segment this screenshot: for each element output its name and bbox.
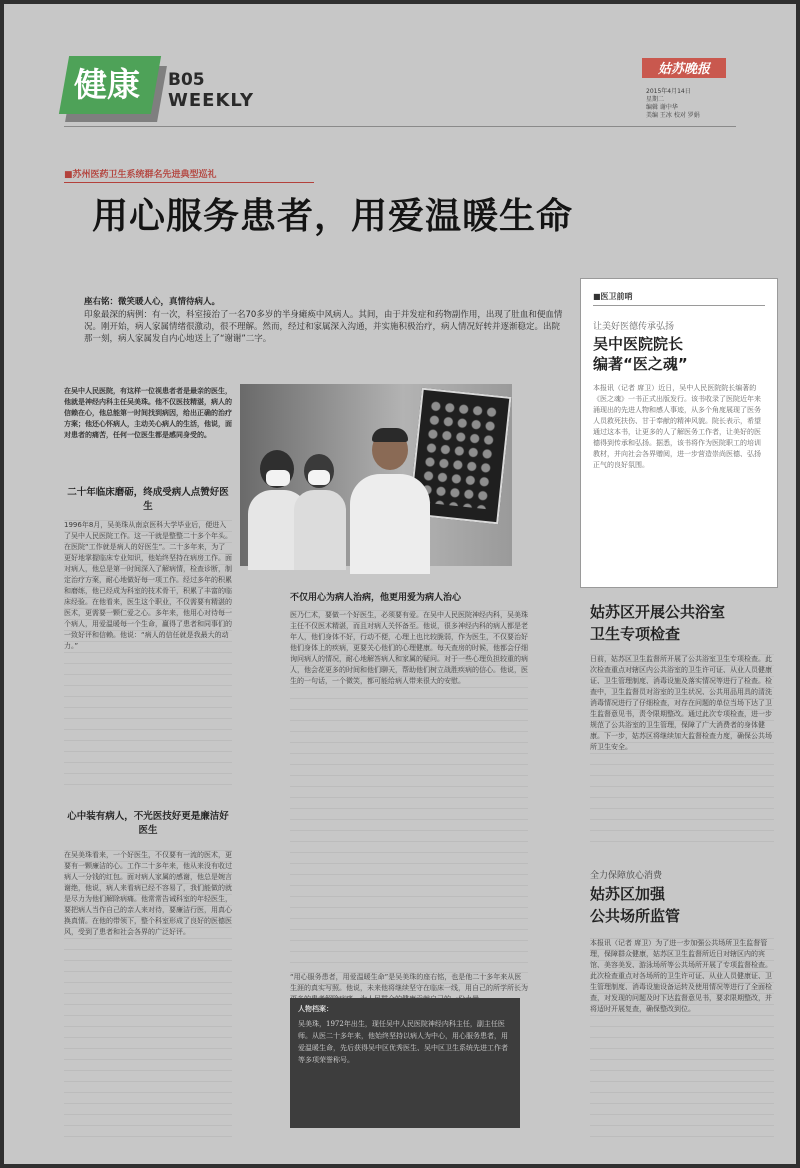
nurse-figure-2 [294,454,346,570]
column-1-body: 1996年8月，吴美珠从南京医科大学毕业后，便进入了吴中人民医院工作。这一干就是整整二十多个年头。在医院“工作就是病人的好医生”。二十多年来，为了更好地掌握临床专业知识，他始终坚持在病房工作。面对病人，他总是第一时间深入了解病情，检查诊断，制定治疗方案，耐心地做好每一项工作。经过多年的积累和磨练，他已经成为科室的技术骨干，积累了丰富的临床经验。在他看来，医生这个职业，不仅需要有精湛的医术，更需要一颗仁爱之心。多年来，他用心对待每一个病人，用爱温暖每一个生命，赢得了患者和同事们的一致好评和信赖。他说：“病人的信任就是我最大的动力。” [64,520,232,792]
kicker-underline [64,182,314,183]
main-headline: 用心服务患者，用爱温暖生命 [92,196,574,237]
sidebar-kicker: 让美好医德传承弘扬 [593,322,675,332]
column-1-body-2: 在吴美珠看来，一个好医生，不仅要有一流的医术，更要有一颗廉洁的心。工作二十多年来，他从来没有收过病人一分钱的红包。面对病人家属的感谢，他总是婉言谢绝，他说，病人来看病已经不容易了，我们能做的就是尽力为他们解除病痛。他常常告诫科室的年轻医生，要把病人当作自己的亲人来对待，要廉洁行医，用真心换真情。在他的带领下，整个科室形成了良好的医德医风，受到了患者和社会各界的广泛好评。 [64,850,232,1146]
column-2-body: 医乃仁术，要做一个好医生，必须要有爱。在吴中人民医院神经内科，吴美珠主任不仅医术精湛，而且对病人关怀备至。他说，很多神经内科的病人都是老年人，他们身体不好，行动不便，心理上也比较脆弱，作为医生，不仅要治好他们身体上的疾病，更要关心他们的心理健康。每天查房的时候，他都会仔细询问病人的情况，耐心地解答病人和家属的疑问。对于一些心理负担较重的病人，他会花更多的时间和他们聊天，帮助他们树立战胜疾病的信心。他说，医生的一句话，一个微笑，都可能给病人带来很大的安慰。 [290,610,528,970]
right-article-2-headline-2: 公共场所监管 [590,907,681,925]
editor-credit: 编辑 谢中华 [646,104,678,111]
sidebar-tag-rule [593,305,765,306]
right-article-1-headline-1: 姑苏区开展公共浴室 [590,603,726,621]
xray-grid [419,399,499,510]
issue-date: 2015年4月14日 [646,88,691,95]
column-2-body-2: “用心服务患者，用爱温暖生命”是吴美珠的座右铭，也是他二十多年来从医生涯的真实写照。他说，未来他将继续坚守在临床一线，用自己的所学所长为 [290,973,528,992]
sidebar-box [580,278,778,588]
article-photo [240,384,512,566]
sidebar-headline-2: 编著“医之魂” [593,355,688,373]
right-article-1-headline-2: 卫生专项检查 [590,625,681,643]
newspaper-page [4,4,796,1164]
staff-credit: 美编 王冰 校对 罗娟 [646,112,700,119]
sidebar-tag: ■医卫前哨 [593,292,633,301]
page-number: B05 [168,70,205,90]
section-title-cn: 健康 [74,65,140,104]
nurse-2-coat [294,490,346,570]
motto-text: 座右铭：微笑暖人心，真情待病人。 [84,297,221,307]
article-intro: 在吴中人民医院，有这样一位视患者者是最亲的医生，他就是神经内科主任吴美珠。他不仅医技精湛，病人的信赖在心，他总能第一时间找到病因，给出正确的治疗方案；他还心怀病人，主动关心病人的生活，他说，面对患者的痛苦，任何一位医生都是感同身受的。 [64,387,232,439]
nurse-2-mask [308,470,330,485]
weekly-label: WEEKLY [168,90,255,111]
profile-body: 吴美珠，1972年出生，现任吴中人民医院神经内科主任，副主任医师。从医二十多年来，他始终坚持以病人为中心，用心服务患者，用爱温暖生命，先后获得吴中区优秀医生、吴中区卫生系统先进工作者等多项荣誉称号。 [298,1020,508,1064]
doctor-figure [350,430,430,570]
subheading-1: 二十年临床磨砺，终成受病人点赞好医生 [67,487,229,512]
subheading-3: 不仅用心为病人治病，他更用爱为病人治心 [290,593,462,603]
paper-name-logo [642,58,726,78]
right-article-2-body: 本报讯（记者 席卫）为了进一步加强公共场所卫生监督管理，保障群众健康，姑苏区卫生监督所近日对辖区内的宾馆、美容美发、游泳场所等公共场所开展了专项监督检查。此次检查重点对各场所的卫生许可证、从业人员健康证、卫生管理制度、消毒设施设备运转及使用情况等进行了全面检查，对发现的问题及时下达监督意见书，要求限期整改，并将适时开展复查，确保整改到位。 [590,938,774,1144]
article-kicker: ■苏州医药卫生系统群名先进典型巡礼 [64,170,217,180]
issue-weekday: 星期二 [646,96,665,103]
paper-name: 姑苏晚报 [657,62,710,77]
doctor-hair [372,428,408,442]
doctor-coat [350,474,430,574]
right-article-2-headline-1: 姑苏区加强 [590,885,666,903]
memorable-case: 印象最深的病例：有一次，科室接治了一名70多岁的半身瘫痪中风病人。其间，由于并发症和药物副作用，出现了肚血和便血情况。刚开始，病人家属情绪很激动，很不理解。然而，经过和家属深入沟通，并实施积极治疗，病人情况好转并逐渐稳定。出院那一刻，病人家属发自内心地送上了“谢谢”二字。 [84,310,563,344]
motto [84,296,564,308]
nurse-1-mask [266,470,290,486]
sidebar-headline-1: 吴中医院院长 [593,335,684,353]
sidebar-body: 本报讯（记者 席卫）近日，吴中人民医院院长编著的《医之魂》一书正式出版发行。该书收录了医院近年来涌现出的先进人物和感人事迹，从多个角度展现了医务人员救死扶伤、甘于奉献的精神风貌。院长表示，希望通过这本书，让更多的人了解医务工作者，让美好的医德得到传承和弘扬。据悉，该书将作为医院职工的培训教材，并向社会各界赠阅，进一步营造崇尚医德、弘扬正气的良好氛围。 [593,384,761,469]
right-article-1-body: 日前，姑苏区卫生监督所开展了公共浴室卫生专项检查。此次检查重点对辖区内公共浴室的卫生许可证、从业人员健康证、卫生管理制度、消毒设施及落实情况等进行了检查。检查中，卫生监督员对浴室的卫生状况、公共用品用具的清洗消毒情况进行了仔细检查，对存在问题的单位当场下达了卫生监督意见书，责令限期整改。通过此次专项检查，进一步规范了公共浴室的卫生管理，保障了广大消费者的身体健康。下一步，姑苏区将继续加大监督检查力度，确保公共场所卫生安全。 [590,654,774,844]
section-logo [64,56,162,122]
masthead-rule [64,126,736,127]
subheading-2: 心中装有病人，不光医技好更是廉洁好医生 [67,811,229,836]
right-article-2-kicker: 全力保障放心消费 [590,871,663,881]
profile-box [290,998,520,1128]
profile-tag: 人物档案： [298,1005,333,1013]
